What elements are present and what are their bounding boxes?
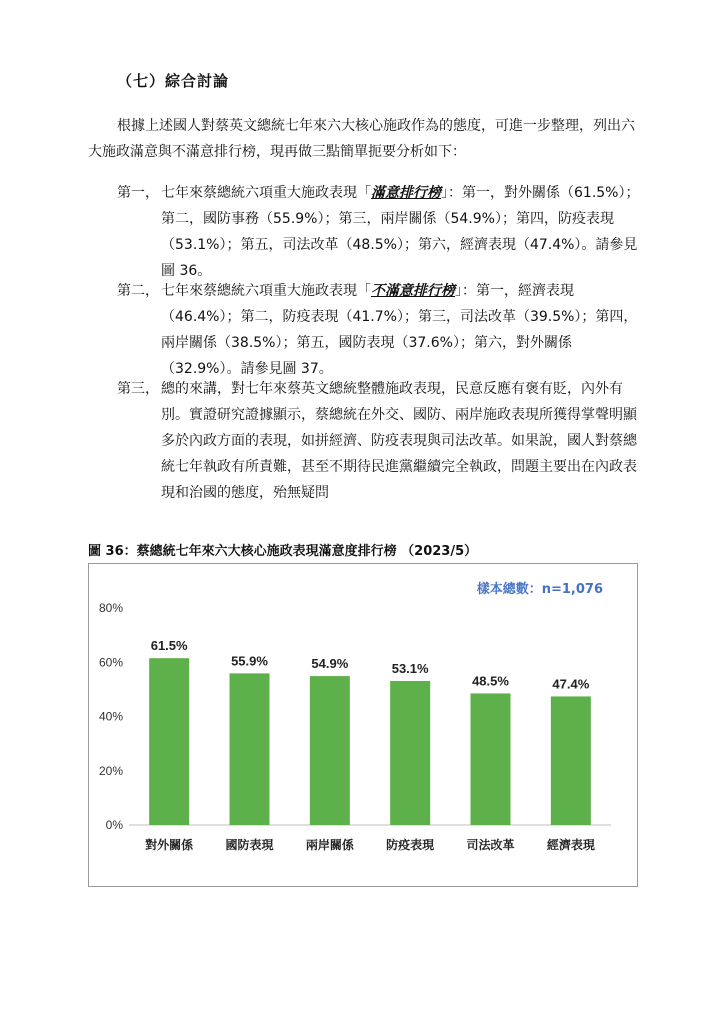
bar-chart <box>89 564 637 886</box>
bar-value-label: 61.5% <box>150 638 188 654</box>
section-heading: （七）綜合討論 <box>117 72 230 90</box>
unsatisfied-ranking-emphasis: 不滿意排行榜 <box>371 283 455 299</box>
bar-value-label: 55.9% <box>231 653 268 669</box>
point-text-pre: 七年來蔡總統六項重大施政表現「 <box>161 283 371 299</box>
bar <box>230 673 270 825</box>
bar-value-label: 48.5% <box>472 673 509 689</box>
x-category-label: 對外關係 <box>145 838 194 852</box>
bar-value-label: 53.1% <box>391 660 429 676</box>
x-category-label: 國防表現 <box>225 838 274 852</box>
point-text <box>161 278 647 382</box>
point-label: 第三， <box>117 381 159 397</box>
bar <box>310 676 350 825</box>
point-three <box>117 376 647 506</box>
chart-frame <box>88 563 638 887</box>
x-category-label: 兩岸關係 <box>305 838 354 852</box>
point-label: 第二， <box>117 283 159 299</box>
y-tick-label: 40% <box>98 709 123 724</box>
x-category-label: 司法改革 <box>466 838 515 852</box>
x-category-label: 經濟表現 <box>546 838 595 852</box>
point-one <box>117 180 647 284</box>
point-text: 總的來講，對七年來蔡英文總統整體施政表現，民意反應有褒有貶，內外有別。實證研究證據顯示，蔡總統在外交、國防、兩岸施政表現所獲得掌聲明顯多於內政方面的表現，如拼經濟、防疫表現與司法改革。如果說，國人對蔡總統七年執政有所責難，甚至不期待民進黨繼續完全執政，問題主要出在內政表現和治國的態度，殆無疑問 <box>161 381 637 501</box>
bar <box>149 658 189 825</box>
point-text <box>161 180 647 284</box>
y-tick-label: 80% <box>98 601 123 615</box>
point-label: 第一， <box>117 185 159 201</box>
bar-value-label: 47.4% <box>552 676 590 692</box>
bar <box>390 681 430 825</box>
point-text-pre: 七年來蔡總統六項重大施政表現「 <box>161 185 371 201</box>
bar <box>471 693 511 825</box>
sample-size-note: 樣本總數：n=1,076 <box>476 582 603 597</box>
bar-value-label: 54.9% <box>311 656 349 672</box>
bar <box>551 696 591 825</box>
point-text-post: 」：第一，對外關係（61.5%）；第二，國防事務（55.9%）；第三，兩岸關係（54.9%）；第四，防疫表現（53.1%）；第五，司法改革（48.5%）；第六，經濟表現（47.4%）。請參見圖 36。 <box>161 185 640 279</box>
intro-paragraph: 根據上述國人對蔡英文總統七年來六大核心施政作為的態度，可進一步整理，列出六大施政滿意與不滿意排行榜，現再做三點簡單扼要分析如下： <box>88 118 635 160</box>
y-tick-label: 20% <box>98 763 123 778</box>
x-category-label: 防疫表現 <box>386 838 435 852</box>
satisfied-ranking-emphasis: 滿意排行榜 <box>371 185 441 201</box>
figure-caption: 圖 36：蔡總統七年來六大核心施政表現滿意度排行榜 （2023/5） <box>88 544 478 559</box>
point-two <box>117 278 647 382</box>
y-tick-label: 0% <box>105 818 123 832</box>
point-text-post: 」：第一，經濟表現（46.4%）；第二，防疫表現（41.7%）；第三，司法改革（39.5%）；第四，兩岸關係（38.5%）；第五，國防表現（37.6%）；第六，對外關係（32.9%）。請參見圖 37。 <box>161 283 638 377</box>
y-tick-label: 60% <box>98 655 123 670</box>
